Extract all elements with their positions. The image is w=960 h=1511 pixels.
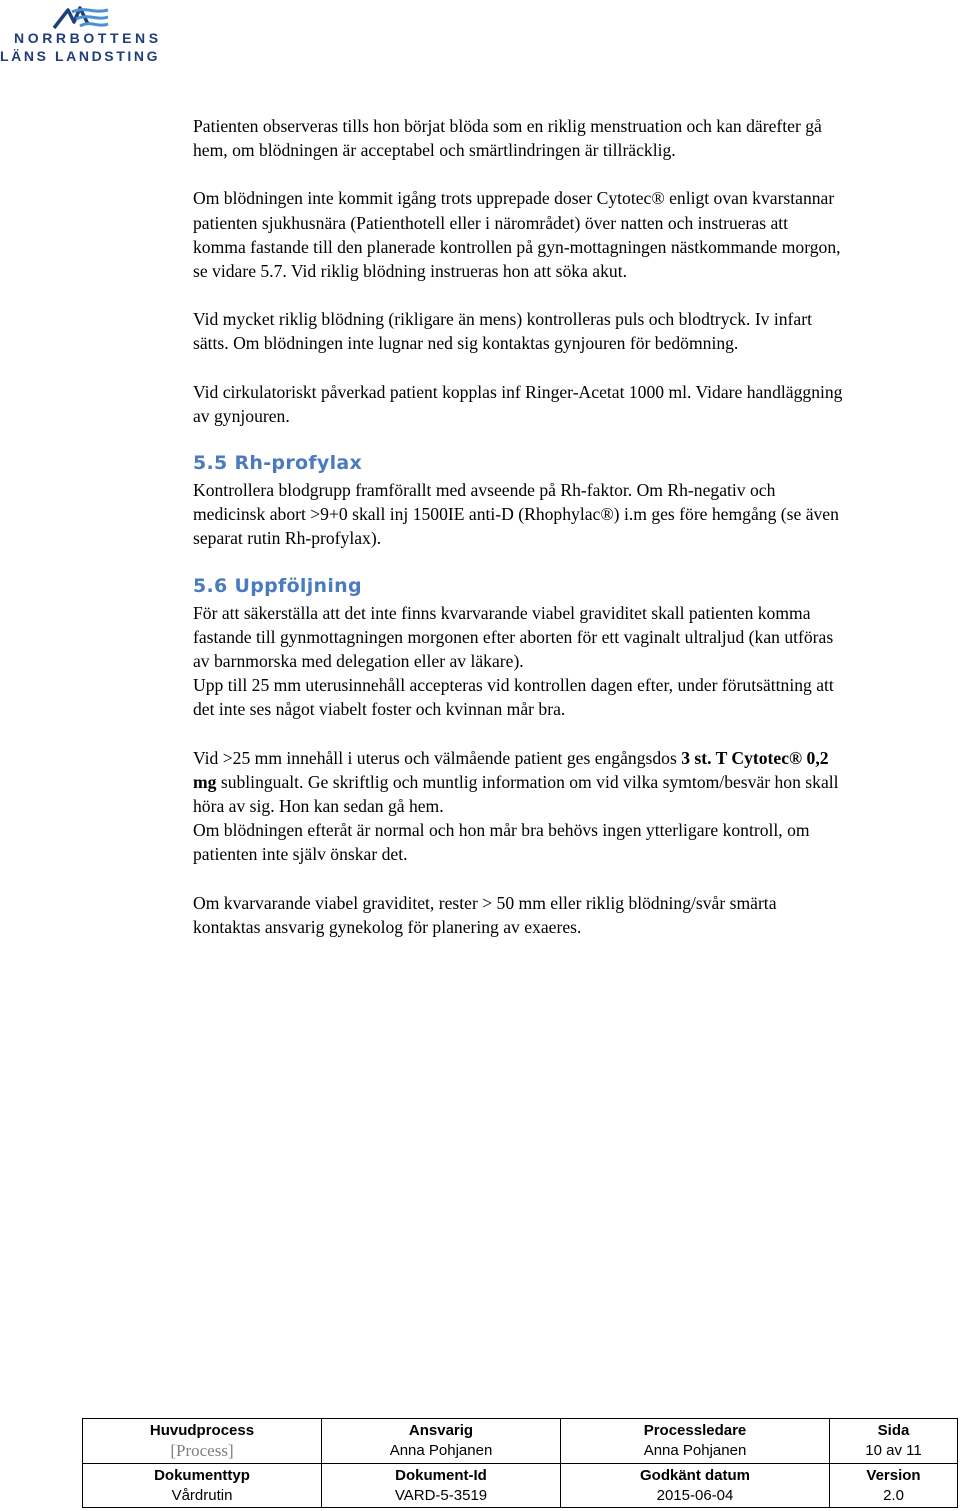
footer-cell-version xyxy=(830,1463,958,1508)
paragraph-cytotec xyxy=(193,746,843,819)
footer-value: 2.0 xyxy=(883,1486,904,1504)
paragraph-circulatory: Vid cirkulatoriskt påverkad patient kopplas inf Ringer-Acetat 1000 ml. Vidare handläggning av gynjouren. xyxy=(193,381,843,426)
footer-value: Vårdrutin xyxy=(171,1486,233,1504)
paragraph-remaining-pregnancy: Om kvarvarande viabel graviditet, rester > 50 mm eller riklig blödning/svår smärta kontaktas ansvarig gynekolog för planering av exaeres. xyxy=(193,892,777,937)
section-heading-uppfoljning: 5.6 Uppföljning xyxy=(193,574,362,597)
footer-label: Dokument-Id xyxy=(395,1466,487,1484)
footer-value: Anna Pohjanen xyxy=(643,1442,747,1459)
logo-text-line2: LÄNS LANDSTING xyxy=(0,48,161,64)
paragraph-acceptance: Upp till 25 mm uterusinnehåll accepteras vid kontrollen dagen efter, under förutsättning att det inte ses något viabelt foster och kvinnan mår bra. xyxy=(193,675,834,720)
footer-cell-godkant-datum xyxy=(561,1463,830,1508)
paragraph-observation: Patienten observeras tills hon börjat blöda som en riklig menstruation och kan därefter gå hem, om blödningen är acceptabel och smärtlindringen är tillräcklig. xyxy=(193,116,822,161)
footer-cell-dokument-id xyxy=(322,1463,561,1508)
footer-label: Sida xyxy=(877,1422,910,1439)
footer-cell-processledare xyxy=(561,1419,830,1464)
paragraph-no-bleeding: Om blödningen inte kommit igång trots upprepade doser Cytotec® enligt ovan kvarstannar patienten sjukhusnära (Patienthotell eller i närområdet) över natten och instrueras att komma fastande till den planerade kontrollen på gyn-mottagningen nästkommande morgon, se vidare 5.7. Vid riklig blödning instrueras hon att söka akut. xyxy=(193,188,841,282)
organization-logo xyxy=(0,0,175,70)
footer-label: Version xyxy=(866,1466,921,1484)
footer-value: Anna Pohjanen xyxy=(389,1442,493,1459)
footer-label: Processledare xyxy=(643,1422,747,1439)
footer-label: Godkänt datum xyxy=(639,1466,750,1484)
footer-cell-sida xyxy=(830,1419,958,1464)
document-footer-table xyxy=(82,1418,958,1508)
cytotec-dose: 3 st. T Cytotec® 0,2 mg xyxy=(193,747,829,792)
footer-value: [Process] xyxy=(170,1441,234,1460)
cytotec-text-start: Vid >25 mm innehåll i uterus och välmående patient ges engångsdos xyxy=(193,747,682,768)
footer-cell-dokumenttyp xyxy=(83,1463,322,1508)
paragraph-normal-bleeding: Om blödningen efteråt är normal och hon mår bra behövs ingen ytterligare kontroll, om patienten inte själv önskar det. xyxy=(193,820,810,865)
paragraph-rh: Kontrollera blodgrupp framförallt med avseende på Rh-faktor. Om Rh-negativ och medicinsk abort >9+0 skall inj 1500IE anti-D (Rhophylac®) i.m ges före hemgång (se även separat rutin Rh-profylax). xyxy=(193,480,839,549)
cytotec-text-end: sublingualt. Ge skriftlig och muntlig information om vid vilka symtom/besvär hon skall höra av sig. Hon kan sedan gå hem. xyxy=(193,771,839,817)
footer-label: Dokumenttyp xyxy=(154,1466,250,1484)
footer-value: VARD-5-3519 xyxy=(394,1486,488,1504)
paragraph-heavy-bleeding: Vid mycket riklig blödning (rikligare än mens) kontrolleras puls och blodtryck. Iv infart sätts. Om blödningen inte lugnar ned sig kontaktas gynjouren för bedömning. xyxy=(193,309,812,354)
section-heading-rh-profylax: 5.5 Rh-profylax xyxy=(193,452,363,475)
wave-logo-icon xyxy=(50,2,110,30)
footer-cell-ansvarig xyxy=(322,1419,561,1464)
footer-label: Ansvarig xyxy=(408,1422,474,1439)
document-body xyxy=(193,114,843,939)
footer-label: Huvudprocess xyxy=(149,1422,255,1439)
logo-text-line1: NORRBOTTENS xyxy=(14,30,162,46)
footer-cell-huvudprocess xyxy=(83,1419,322,1464)
footer-value: 10 av 11 xyxy=(865,1442,922,1459)
footer-value: 2015-06-04 xyxy=(656,1486,734,1504)
paragraph-followup: För att säkerställa att det inte finns kvarvarande viabel graviditet skall patienten komma fastande till gynmottagningen morgonen efter aborten för ett vaginalt ultraljud (kan utföras av barnmorska med delegation eller av läkare). xyxy=(193,602,834,672)
